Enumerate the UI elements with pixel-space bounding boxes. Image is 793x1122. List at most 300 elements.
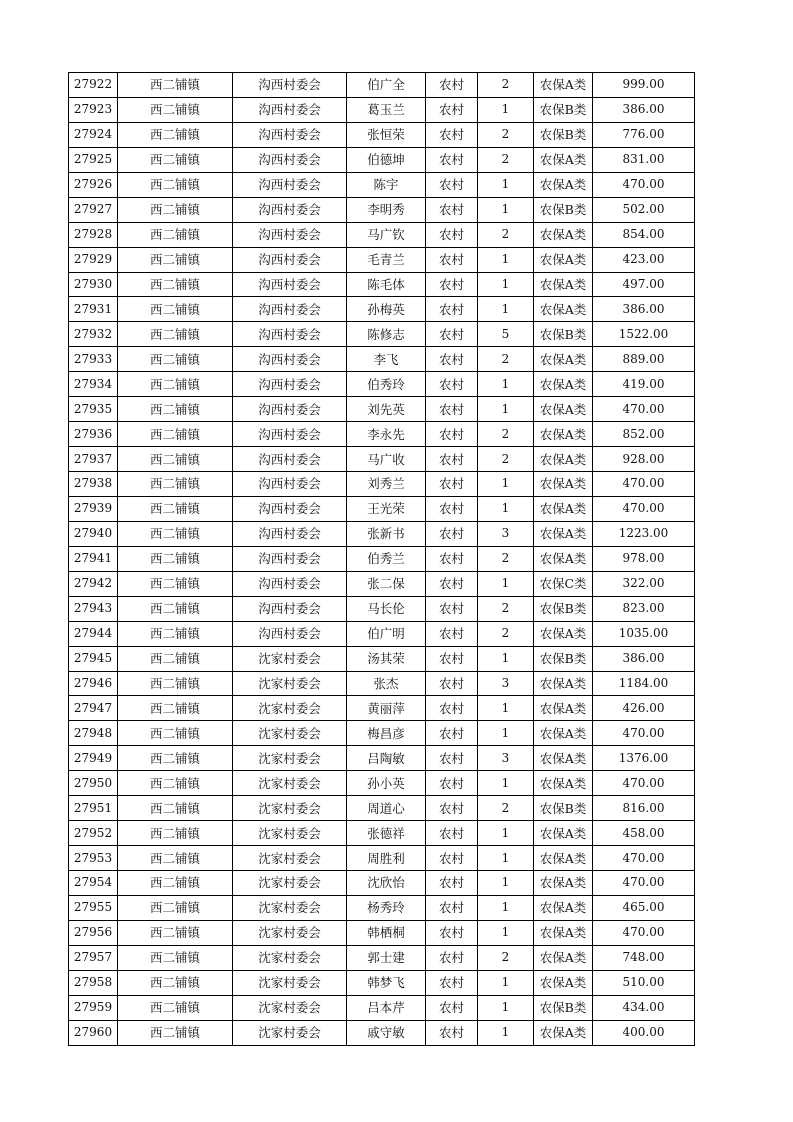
- village-committee-cell: 沈家村委会: [233, 1020, 347, 1045]
- village-committee-cell: 沟西村委会: [233, 122, 347, 147]
- table-row: [69, 472, 695, 497]
- insurance-category-cell: 农保A类: [534, 895, 593, 920]
- household-count-cell: 1: [478, 172, 534, 197]
- person-name-cell: 伯秀兰: [347, 546, 426, 571]
- village-committee-cell: 沈家村委会: [233, 871, 347, 896]
- insurance-category-cell: 农保A类: [534, 621, 593, 646]
- record-id-cell: 27939: [69, 496, 118, 521]
- amount-cell: 470.00: [593, 397, 695, 422]
- person-name-cell: 马长伦: [347, 596, 426, 621]
- village-committee-cell: 沟西村委会: [233, 97, 347, 122]
- person-name-cell: 韩梦飞: [347, 970, 426, 995]
- table-row: [69, 122, 695, 147]
- town-cell: 西二铺镇: [118, 472, 233, 497]
- residence-type-cell: 农村: [426, 970, 478, 995]
- residence-type-cell: 农村: [426, 347, 478, 372]
- person-name-cell: 吕陶敏: [347, 746, 426, 771]
- insurance-category-cell: 农保A类: [534, 671, 593, 696]
- village-committee-cell: 沟西村委会: [233, 447, 347, 472]
- residence-type-cell: 农村: [426, 372, 478, 397]
- table-row: [69, 621, 695, 646]
- insurance-category-cell: 农保A类: [534, 496, 593, 521]
- residence-type-cell: 农村: [426, 995, 478, 1020]
- record-id-cell: 27960: [69, 1020, 118, 1045]
- table-row: [69, 422, 695, 447]
- village-committee-cell: 沟西村委会: [233, 322, 347, 347]
- person-name-cell: 张新书: [347, 521, 426, 546]
- table-row: [69, 571, 695, 596]
- amount-cell: 470.00: [593, 721, 695, 746]
- amount-cell: 497.00: [593, 272, 695, 297]
- record-id-cell: 27955: [69, 895, 118, 920]
- record-id-cell: 27936: [69, 422, 118, 447]
- amount-cell: 470.00: [593, 496, 695, 521]
- amount-cell: 458.00: [593, 821, 695, 846]
- table-row: [69, 372, 695, 397]
- table-row: [69, 646, 695, 671]
- table-row: [69, 222, 695, 247]
- record-id-cell: 27922: [69, 73, 118, 98]
- person-name-cell: 孙小英: [347, 771, 426, 796]
- village-committee-cell: 沈家村委会: [233, 821, 347, 846]
- insurance-category-cell: 农保B类: [534, 796, 593, 821]
- residence-type-cell: 农村: [426, 97, 478, 122]
- residence-type-cell: 农村: [426, 247, 478, 272]
- table-row: [69, 197, 695, 222]
- record-id-cell: 27928: [69, 222, 118, 247]
- town-cell: 西二铺镇: [118, 871, 233, 896]
- residence-type-cell: 农村: [426, 571, 478, 596]
- village-committee-cell: 沟西村委会: [233, 222, 347, 247]
- person-name-cell: 毛青兰: [347, 247, 426, 272]
- person-name-cell: 周道心: [347, 796, 426, 821]
- record-id-cell: 27932: [69, 322, 118, 347]
- residence-type-cell: 农村: [426, 696, 478, 721]
- insurance-category-cell: 农保A类: [534, 222, 593, 247]
- residence-type-cell: 农村: [426, 596, 478, 621]
- person-name-cell: 刘先英: [347, 397, 426, 422]
- insurance-category-cell: 农保A类: [534, 447, 593, 472]
- person-name-cell: 沈欣怡: [347, 871, 426, 896]
- record-id-cell: 27958: [69, 970, 118, 995]
- insurance-category-cell: 农保A类: [534, 297, 593, 322]
- insurance-category-cell: 农保A类: [534, 771, 593, 796]
- amount-cell: 470.00: [593, 172, 695, 197]
- residence-type-cell: 农村: [426, 397, 478, 422]
- town-cell: 西二铺镇: [118, 796, 233, 821]
- household-count-cell: 5: [478, 322, 534, 347]
- town-cell: 西二铺镇: [118, 347, 233, 372]
- household-count-cell: 1: [478, 197, 534, 222]
- amount-cell: 816.00: [593, 796, 695, 821]
- table-row: [69, 97, 695, 122]
- residence-type-cell: 农村: [426, 920, 478, 945]
- person-name-cell: 陈宇: [347, 172, 426, 197]
- village-committee-cell: 沟西村委会: [233, 571, 347, 596]
- residence-type-cell: 农村: [426, 447, 478, 472]
- residence-type-cell: 农村: [426, 122, 478, 147]
- table-row: [69, 895, 695, 920]
- amount-cell: 510.00: [593, 970, 695, 995]
- village-committee-cell: 沟西村委会: [233, 596, 347, 621]
- town-cell: 西二铺镇: [118, 895, 233, 920]
- amount-cell: 386.00: [593, 646, 695, 671]
- residence-type-cell: 农村: [426, 322, 478, 347]
- household-count-cell: 1: [478, 472, 534, 497]
- household-count-cell: 2: [478, 621, 534, 646]
- amount-cell: 400.00: [593, 1020, 695, 1045]
- village-committee-cell: 沟西村委会: [233, 147, 347, 172]
- town-cell: 西二铺镇: [118, 297, 233, 322]
- table-row: [69, 172, 695, 197]
- town-cell: 西二铺镇: [118, 546, 233, 571]
- household-count-cell: 1: [478, 646, 534, 671]
- household-count-cell: 1: [478, 297, 534, 322]
- village-committee-cell: 沈家村委会: [233, 671, 347, 696]
- town-cell: 西二铺镇: [118, 122, 233, 147]
- record-id-cell: 27943: [69, 596, 118, 621]
- town-cell: 西二铺镇: [118, 970, 233, 995]
- table-row: [69, 397, 695, 422]
- household-count-cell: 1: [478, 970, 534, 995]
- residence-type-cell: 农村: [426, 1020, 478, 1045]
- allowance-table: [68, 72, 695, 1046]
- amount-cell: 1522.00: [593, 322, 695, 347]
- amount-cell: 852.00: [593, 422, 695, 447]
- town-cell: 西二铺镇: [118, 422, 233, 447]
- town-cell: 西二铺镇: [118, 372, 233, 397]
- residence-type-cell: 农村: [426, 147, 478, 172]
- amount-cell: 889.00: [593, 347, 695, 372]
- town-cell: 西二铺镇: [118, 945, 233, 970]
- town-cell: 西二铺镇: [118, 197, 233, 222]
- residence-type-cell: 农村: [426, 521, 478, 546]
- residence-type-cell: 农村: [426, 172, 478, 197]
- table-row: [69, 796, 695, 821]
- insurance-category-cell: 农保B类: [534, 596, 593, 621]
- record-id-cell: 27927: [69, 197, 118, 222]
- table-row: [69, 821, 695, 846]
- village-committee-cell: 沟西村委会: [233, 621, 347, 646]
- table-row: [69, 322, 695, 347]
- residence-type-cell: 农村: [426, 73, 478, 98]
- town-cell: 西二铺镇: [118, 771, 233, 796]
- table-row: [69, 721, 695, 746]
- table-row: [69, 247, 695, 272]
- town-cell: 西二铺镇: [118, 521, 233, 546]
- record-id-cell: 27937: [69, 447, 118, 472]
- table-row: [69, 546, 695, 571]
- insurance-category-cell: 农保A类: [534, 846, 593, 871]
- amount-cell: 1035.00: [593, 621, 695, 646]
- village-committee-cell: 沟西村委会: [233, 372, 347, 397]
- amount-cell: 854.00: [593, 222, 695, 247]
- town-cell: 西二铺镇: [118, 746, 233, 771]
- insurance-category-cell: 农保C类: [534, 571, 593, 596]
- amount-cell: 999.00: [593, 73, 695, 98]
- insurance-category-cell: 农保B类: [534, 122, 593, 147]
- amount-cell: 1376.00: [593, 746, 695, 771]
- amount-cell: 1184.00: [593, 671, 695, 696]
- residence-type-cell: 农村: [426, 197, 478, 222]
- person-name-cell: 王光荣: [347, 496, 426, 521]
- person-name-cell: 伯秀玲: [347, 372, 426, 397]
- town-cell: 西二铺镇: [118, 247, 233, 272]
- table-row: [69, 970, 695, 995]
- village-committee-cell: 沈家村委会: [233, 721, 347, 746]
- person-name-cell: 伯广明: [347, 621, 426, 646]
- village-committee-cell: 沈家村委会: [233, 771, 347, 796]
- person-name-cell: 梅昌彦: [347, 721, 426, 746]
- household-count-cell: 1: [478, 397, 534, 422]
- insurance-category-cell: 农保A类: [534, 746, 593, 771]
- amount-cell: 776.00: [593, 122, 695, 147]
- record-id-cell: 27923: [69, 97, 118, 122]
- village-committee-cell: 沟西村委会: [233, 297, 347, 322]
- insurance-category-cell: 农保A类: [534, 372, 593, 397]
- table-row: [69, 1020, 695, 1045]
- household-count-cell: 2: [478, 945, 534, 970]
- table-row: [69, 521, 695, 546]
- table-row: [69, 447, 695, 472]
- village-committee-cell: 沟西村委会: [233, 422, 347, 447]
- residence-type-cell: 农村: [426, 721, 478, 746]
- person-name-cell: 张恒荣: [347, 122, 426, 147]
- residence-type-cell: 农村: [426, 846, 478, 871]
- household-count-cell: 2: [478, 796, 534, 821]
- household-count-cell: 1: [478, 97, 534, 122]
- household-count-cell: 3: [478, 521, 534, 546]
- residence-type-cell: 农村: [426, 945, 478, 970]
- person-name-cell: 韩栖桐: [347, 920, 426, 945]
- insurance-category-cell: 农保A类: [534, 347, 593, 372]
- amount-cell: 470.00: [593, 920, 695, 945]
- table-row: [69, 347, 695, 372]
- village-committee-cell: 沟西村委会: [233, 496, 347, 521]
- amount-cell: 434.00: [593, 995, 695, 1020]
- person-name-cell: 吕本芹: [347, 995, 426, 1020]
- village-committee-cell: 沈家村委会: [233, 846, 347, 871]
- amount-cell: 322.00: [593, 571, 695, 596]
- insurance-category-cell: 农保A类: [534, 721, 593, 746]
- person-name-cell: 伯德坤: [347, 147, 426, 172]
- residence-type-cell: 农村: [426, 821, 478, 846]
- insurance-category-cell: 农保A类: [534, 521, 593, 546]
- table-row: [69, 73, 695, 98]
- insurance-category-cell: 农保A类: [534, 920, 593, 945]
- person-name-cell: 陈修志: [347, 322, 426, 347]
- village-committee-cell: 沈家村委会: [233, 970, 347, 995]
- record-id-cell: 27948: [69, 721, 118, 746]
- village-committee-cell: 沈家村委会: [233, 796, 347, 821]
- person-name-cell: 汤其荣: [347, 646, 426, 671]
- person-name-cell: 刘秀兰: [347, 472, 426, 497]
- person-name-cell: 陈毛体: [347, 272, 426, 297]
- town-cell: 西二铺镇: [118, 920, 233, 945]
- town-cell: 西二铺镇: [118, 447, 233, 472]
- record-id-cell: 27946: [69, 671, 118, 696]
- village-committee-cell: 沈家村委会: [233, 920, 347, 945]
- table-row: [69, 671, 695, 696]
- village-committee-cell: 沟西村委会: [233, 247, 347, 272]
- amount-cell: 386.00: [593, 297, 695, 322]
- residence-type-cell: 农村: [426, 671, 478, 696]
- town-cell: 西二铺镇: [118, 272, 233, 297]
- town-cell: 西二铺镇: [118, 147, 233, 172]
- person-name-cell: 李明秀: [347, 197, 426, 222]
- household-count-cell: 1: [478, 920, 534, 945]
- residence-type-cell: 农村: [426, 297, 478, 322]
- town-cell: 西二铺镇: [118, 397, 233, 422]
- village-committee-cell: 沟西村委会: [233, 521, 347, 546]
- person-name-cell: 郭士建: [347, 945, 426, 970]
- amount-cell: 386.00: [593, 97, 695, 122]
- record-id-cell: 27941: [69, 546, 118, 571]
- town-cell: 西二铺镇: [118, 671, 233, 696]
- record-id-cell: 27935: [69, 397, 118, 422]
- household-count-cell: 2: [478, 73, 534, 98]
- table-row: [69, 696, 695, 721]
- household-count-cell: 1: [478, 571, 534, 596]
- town-cell: 西二铺镇: [118, 322, 233, 347]
- village-committee-cell: 沟西村委会: [233, 397, 347, 422]
- town-cell: 西二铺镇: [118, 222, 233, 247]
- household-count-cell: 1: [478, 372, 534, 397]
- residence-type-cell: 农村: [426, 472, 478, 497]
- amount-cell: 831.00: [593, 147, 695, 172]
- person-name-cell: 张德祥: [347, 821, 426, 846]
- residence-type-cell: 农村: [426, 422, 478, 447]
- insurance-category-cell: 农保A类: [534, 73, 593, 98]
- amount-cell: 470.00: [593, 771, 695, 796]
- household-count-cell: 1: [478, 1020, 534, 1045]
- table-row: [69, 596, 695, 621]
- amount-cell: 502.00: [593, 197, 695, 222]
- table-row: [69, 746, 695, 771]
- record-id-cell: 27959: [69, 995, 118, 1020]
- village-committee-cell: 沈家村委会: [233, 646, 347, 671]
- person-name-cell: 马广钦: [347, 222, 426, 247]
- insurance-category-cell: 农保A类: [534, 147, 593, 172]
- amount-cell: 465.00: [593, 895, 695, 920]
- town-cell: 西二铺镇: [118, 596, 233, 621]
- residence-type-cell: 农村: [426, 646, 478, 671]
- insurance-category-cell: 农保A类: [534, 821, 593, 846]
- town-cell: 西二铺镇: [118, 496, 233, 521]
- amount-cell: 978.00: [593, 546, 695, 571]
- insurance-category-cell: 农保A类: [534, 1020, 593, 1045]
- village-committee-cell: 沟西村委会: [233, 172, 347, 197]
- town-cell: 西二铺镇: [118, 846, 233, 871]
- amount-cell: 928.00: [593, 447, 695, 472]
- amount-cell: 419.00: [593, 372, 695, 397]
- person-name-cell: 孙梅英: [347, 297, 426, 322]
- table-row: [69, 771, 695, 796]
- record-id-cell: 27925: [69, 147, 118, 172]
- insurance-category-cell: 农保A类: [534, 546, 593, 571]
- town-cell: 西二铺镇: [118, 995, 233, 1020]
- amount-cell: 748.00: [593, 945, 695, 970]
- village-committee-cell: 沈家村委会: [233, 995, 347, 1020]
- person-name-cell: 李飞: [347, 347, 426, 372]
- insurance-category-cell: 农保A类: [534, 472, 593, 497]
- insurance-category-cell: 农保A类: [534, 397, 593, 422]
- town-cell: 西二铺镇: [118, 721, 233, 746]
- person-name-cell: 葛玉兰: [347, 97, 426, 122]
- household-count-cell: 3: [478, 671, 534, 696]
- village-committee-cell: 沟西村委会: [233, 73, 347, 98]
- record-id-cell: 27929: [69, 247, 118, 272]
- household-count-cell: 2: [478, 596, 534, 621]
- amount-cell: 470.00: [593, 871, 695, 896]
- insurance-category-cell: 农保A类: [534, 970, 593, 995]
- table-row: [69, 846, 695, 871]
- insurance-category-cell: 农保A类: [534, 422, 593, 447]
- table-row: [69, 920, 695, 945]
- record-id-cell: 27931: [69, 297, 118, 322]
- town-cell: 西二铺镇: [118, 1020, 233, 1045]
- person-name-cell: 黄丽萍: [347, 696, 426, 721]
- table-row: [69, 147, 695, 172]
- residence-type-cell: 农村: [426, 496, 478, 521]
- household-count-cell: 1: [478, 821, 534, 846]
- residence-type-cell: 农村: [426, 272, 478, 297]
- insurance-category-cell: 农保A类: [534, 172, 593, 197]
- record-id-cell: 27950: [69, 771, 118, 796]
- insurance-category-cell: 农保A类: [534, 871, 593, 896]
- household-count-cell: 2: [478, 222, 534, 247]
- household-count-cell: 2: [478, 147, 534, 172]
- household-count-cell: 1: [478, 995, 534, 1020]
- town-cell: 西二铺镇: [118, 73, 233, 98]
- amount-cell: 470.00: [593, 472, 695, 497]
- record-id-cell: 27938: [69, 472, 118, 497]
- household-count-cell: 1: [478, 846, 534, 871]
- record-id-cell: 27924: [69, 122, 118, 147]
- record-id-cell: 27947: [69, 696, 118, 721]
- amount-cell: 470.00: [593, 846, 695, 871]
- village-committee-cell: 沟西村委会: [233, 197, 347, 222]
- residence-type-cell: 农村: [426, 222, 478, 247]
- household-count-cell: 2: [478, 447, 534, 472]
- village-committee-cell: 沈家村委会: [233, 696, 347, 721]
- insurance-category-cell: 农保B类: [534, 97, 593, 122]
- record-id-cell: 27934: [69, 372, 118, 397]
- table-row: [69, 297, 695, 322]
- household-count-cell: 1: [478, 771, 534, 796]
- amount-cell: 1223.00: [593, 521, 695, 546]
- table-body: [69, 73, 695, 1046]
- village-committee-cell: 沈家村委会: [233, 746, 347, 771]
- town-cell: 西二铺镇: [118, 646, 233, 671]
- person-name-cell: 张二保: [347, 571, 426, 596]
- insurance-category-cell: 农保B类: [534, 995, 593, 1020]
- household-count-cell: 2: [478, 347, 534, 372]
- amount-cell: 823.00: [593, 596, 695, 621]
- town-cell: 西二铺镇: [118, 97, 233, 122]
- town-cell: 西二铺镇: [118, 821, 233, 846]
- household-count-cell: 1: [478, 496, 534, 521]
- person-name-cell: 伯广全: [347, 73, 426, 98]
- residence-type-cell: 农村: [426, 621, 478, 646]
- record-id-cell: 27957: [69, 945, 118, 970]
- village-committee-cell: 沟西村委会: [233, 472, 347, 497]
- village-committee-cell: 沟西村委会: [233, 272, 347, 297]
- record-id-cell: 27944: [69, 621, 118, 646]
- amount-cell: 423.00: [593, 247, 695, 272]
- insurance-category-cell: 农保A类: [534, 272, 593, 297]
- town-cell: 西二铺镇: [118, 172, 233, 197]
